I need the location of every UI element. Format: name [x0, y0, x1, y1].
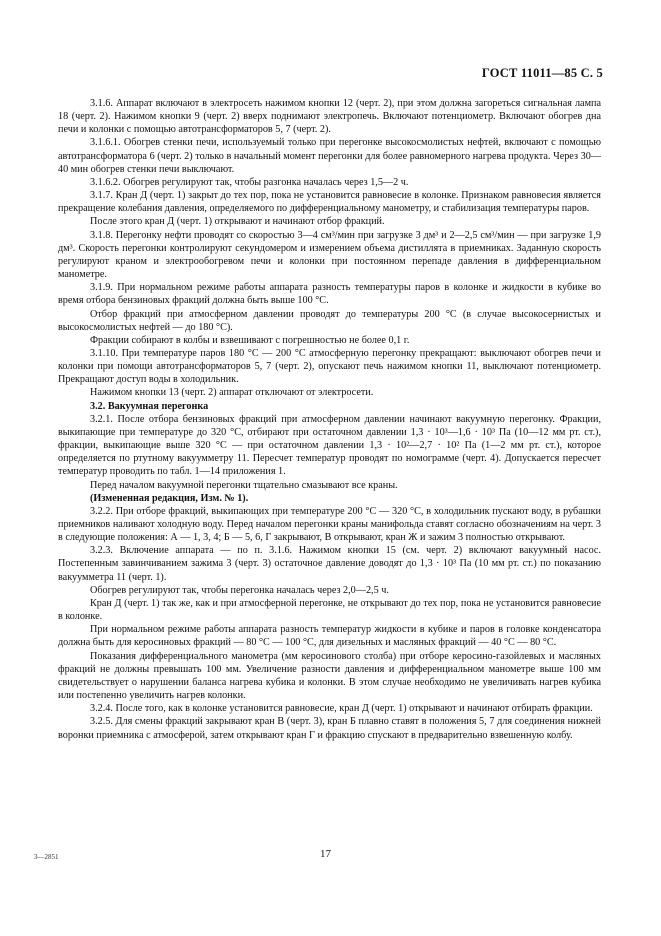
- paragraph: 3.2.1. После отбора бензиновых фракций при атмосферном давлении начинают вакуумную перегонку. Фракции, выкипающие при температуре до 320 °С, отбирают при остаточном давлении 1,3 · 10³—1,6 · 10³ Па (10—12 мм рт. ст.), фракции, выкипающие выше 320 °С — при остаточном давлении 1,3 · 10²—2,7 · 10² Па (1—2 мм рт. ст.), которое определяется по ртутному вакуумметру 11. Пересчет температур проводят по номограмме (черт. 4). Допускается пересчет температур проводить по табл. 1—14 приложения 1.: [58, 413, 601, 478]
- paragraph: 3.2.4. После того, как в колонке установится равновесие, кран Д (черт. 1) открывают и начинают отбирать фракции.: [90, 703, 593, 715]
- paragraph: 3.2.3. Включение аппарата — по п. 3.1.6. Нажимом кнопки 15 (см. черт. 2) включают вакуумный насос. Постепенным завинчиванием зажима 3 (черт. 3) остаточное давление доводят до 1,3 · 10³ Па (10 мм рт. ст.) по показанию вакуумметра 11 (черт. 1).: [58, 545, 601, 583]
- paragraph: Показания дифференциального манометра (мм керосинового столба) при отборе керосино-газойлевых и масляных фракций не должны превышать 100 мм. Увеличение разности давления и дифференциальном манометре выше 100 мм свидетельствует о нарушении баланса нагрева кубика и колонки. В этом случае необходимо не увеличивать нагрев кубика или постепенно увеличить нагрев колонки.: [58, 650, 601, 702]
- paragraph: 3.1.9. При нормальном режиме работы аппарата разность температуры паров в колонке и жидкости в кубике во время отбора бензиновых фракций должна быть выше 100 °С.: [58, 282, 601, 307]
- paragraph: Фракции собирают в колбы и взвешивают с погрешностью не более 0,1 г.: [90, 334, 410, 346]
- paragraph: 3.1.10. При температуре паров 180 °С — 200 °С атмосферную перегонку прекращают: выключают обогрев печи и колонки при помощи автотрансформаторов 5, 7 (черт. 2), опускают печь нажимом кнопки 11, выключают потенциометр. Прекращают доступ воды в холодильник.: [58, 347, 601, 386]
- paragraph: Отбор фракций при атмосферном давлении проводят до температуры 200 °С (в случае высокосернистых и высокосмолистых нефтей — до 180 °С).: [58, 308, 601, 333]
- paragraph: 3.1.6. Аппарат включают в электросеть нажимом кнопки 12 (черт. 2), при этом должна загореться сигнальная лампа 18 (черт. 2). Нажимом кнопки 9 (черт. 2) вверх поднимают электропечь. Включают потенциометр. Включают обогрев дна печи и колонки с помощью автотрансформаторов 5, 7 (черт. 2).: [58, 98, 601, 136]
- paragraph: Кран Д (черт. 1) так же, как и при атмосферной перегонке, не открывают до тех пор, пока не установится равновесие в колонке.: [58, 597, 601, 623]
- paragraph: 3.1.7. Кран Д (черт. 1) закрыт до тех пор, пока не установится равновесие в колонке. Признаком равновесия является прекращение колебания давления, определяемого по дифференциальному манометру, и стабилизация температуры паров.: [58, 190, 601, 215]
- paragraph: 3.1.6.1. Обогрев стенки печи, используемый только при перегонке высокосмолистых нефтей, включают с помощью автотрансформатора 6 (черт. 2) только в начальный момент перегонки для более равномерного нагрева продукта. Через 30—40 мин обогрев стенки печи выключают.: [58, 137, 601, 175]
- paragraph: 3.1.6.2. Обогрев регулируют так, чтобы разгонка началась через 1,5—2 ч.: [90, 176, 409, 188]
- paragraph: 3.1.8. Перегонку нефти проводят со скоростью 3—4 см³/мин при загрузке 3 дм³ и 2—2,5 см³/мин — при загрузке 1,9 дм³. Скорость перегонки контролируют секундомером и измерением объема дистиллята в приемниках. Заданную скорость регулируют краном и электрообогревом печи и колонки при постоянном перепаде давления в дифференциальном манометре.: [58, 229, 601, 281]
- paragraph: 3.2.5. Для смены фракций закрывают кран В (черт. 3), кран Б плавно ставят в положения 5, 7 для соединения нижней воронки приемника с атмосферой, затем открывают кран Г и фракцию спускают в предварительно взвешенную колбу.: [58, 716, 601, 741]
- paragraph: Нажимом кнопки 13 (черт. 2) аппарат отключают от электросети.: [90, 387, 374, 399]
- section-heading: 3.2. Вакуумная перегонка: [90, 400, 209, 412]
- paragraph: После этого кран Д (черт. 1) открывают и начинают отбор фракций.: [90, 216, 385, 228]
- paragraph: Обогрев регулируют так, чтобы перегонка началась через 2,0—2,5 ч.: [90, 584, 389, 596]
- paragraph: Перед началом вакуумной перегонки тщательно смазывают все краны.: [90, 479, 398, 491]
- page-number: 17: [320, 848, 331, 860]
- print-code: 3—2851: [34, 853, 59, 861]
- paragraph: 3.2.2. При отборе фракций, выкипающих при температуре 200 °С — 320 °С, в холодильник пускают воду, в рубашки приемников наливают холодную воду. Перед началом перегонки краны манифольда ставят согласно обозначениям на черт. 3 в следующие положения: А — 1, 3, 4; Б — 5, 6, Г закрывают, В открывают, кран Ж и зажим 3 полностью открывают.: [58, 505, 601, 544]
- paragraph: При нормальном режиме работы аппарата разность температур жидкости в кубике и паров в головке конденсатора должна быть для керосиновых фракций — 80 °С — 100 °С, для дизельных и масляных фракций — 40 °С — 80 °С.: [58, 624, 601, 649]
- document-body: [58, 97, 601, 742]
- page-header: ГОСТ 11011—85 С. 5: [481, 66, 603, 80]
- section-heading: (Измененная редакция, Изм. № 1).: [90, 492, 249, 504]
